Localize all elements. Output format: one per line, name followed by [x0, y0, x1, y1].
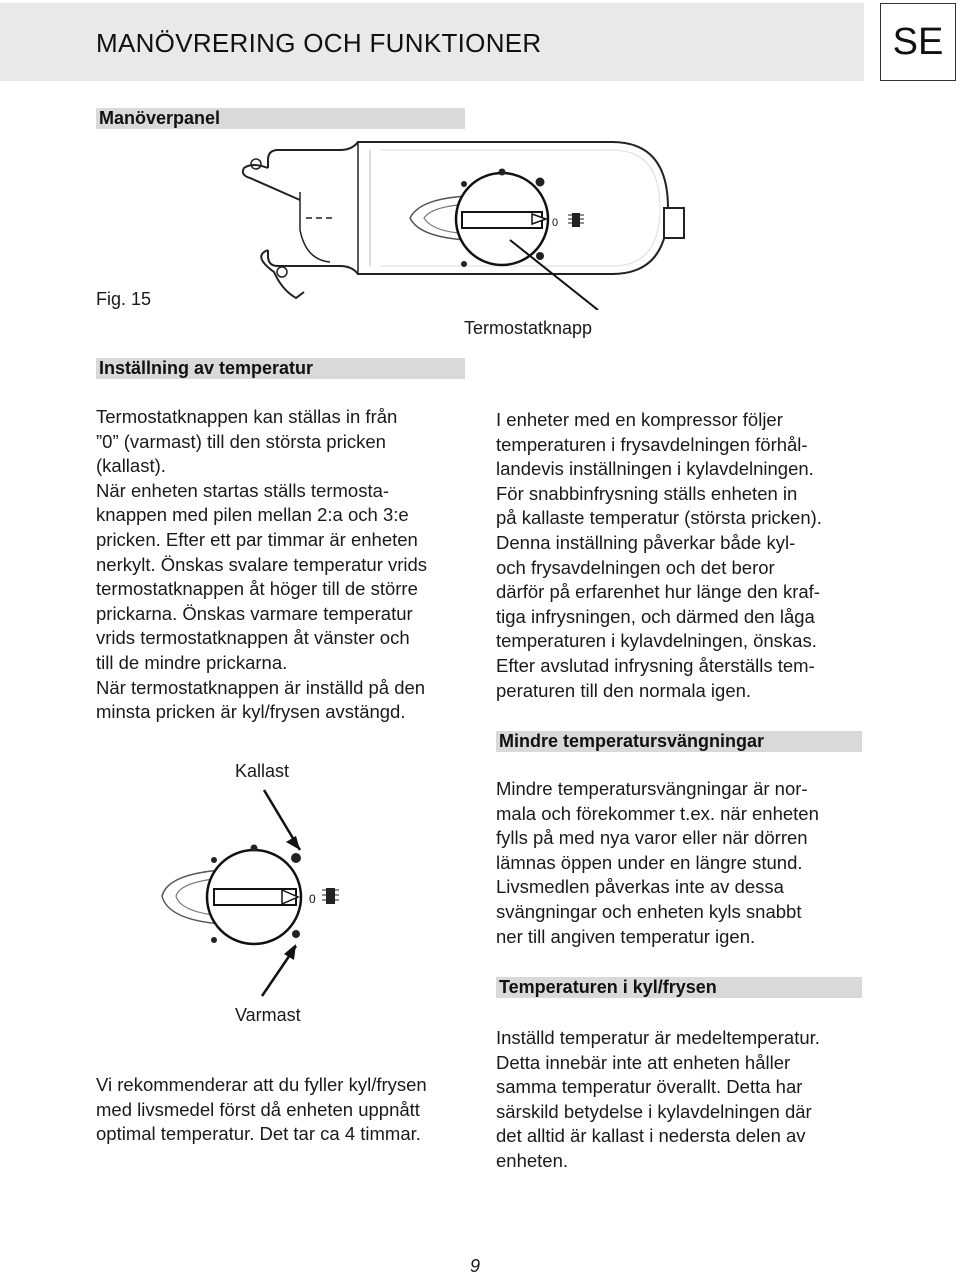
dot-icon: [536, 252, 544, 260]
recommendation-text: Vi rekommenderar att du fyller kyl/frysen med livsmedel först då enheten uppnått optimal temperatur. Det tar ca 4 timmar.: [96, 1074, 427, 1145]
warmest-label: Varmast: [235, 1005, 301, 1025]
dot-icon: [211, 937, 217, 943]
thermostat-dial-illustration: [150, 780, 350, 1000]
temperature-setting-text: Termostatknappen kan ställas in från ”0” (varmast) till den största pricken (kallast). När enheten startas ställs termosta- knappen med pilen mellan 2:a och 3:e pricken. Efter ett par timmar är enheten nerkylt. Önskas svalare temperatur vrids termostatknappen åt höger till de större prickarna. Önskas varmare temperatur vrids termostatknappen åt vänster och till de mindre prickarna. När termostatknappen är inställd på den minsta pricken är kyl/frysen avstängd.: [96, 406, 428, 723]
zero-mark: 0: [309, 892, 316, 906]
dot-icon: [211, 857, 217, 863]
section-heading-minor-fluctuations: Mindre temperatursvängningar: [496, 731, 862, 752]
control-panel-illustration: [230, 140, 700, 310]
fridge-temperature-text: Inställd temperatur är medeltemperatur. Detta innebär inte att enheten håller samma temperatur överallt. Detta har särskild betydelse i kylavdelningen där det alltid är kallast i nedersta delen av enheten.: [496, 1027, 820, 1171]
zero-mark: 0: [552, 217, 559, 229]
dot-icon: [461, 181, 467, 187]
section-heading-fridge-temperature: Temperaturen i kyl/frysen: [496, 977, 862, 998]
freezer-symbol-icon: [322, 888, 339, 904]
mount-hole-icon: [251, 159, 261, 169]
dot-icon: [291, 853, 301, 863]
dot-icon: [536, 178, 545, 187]
figure-label: Fig. 15: [96, 289, 152, 309]
language-badge: SE: [880, 3, 956, 81]
section-heading-control-panel: Manöverpanel: [96, 108, 465, 129]
page-title: MANÖVRERING OCH FUNKTIONER: [96, 28, 542, 58]
coldest-label: Kallast: [235, 761, 290, 781]
mount-hole-icon: [277, 267, 287, 277]
minor-fluctuations-text: Mindre temperatursvängningar är nor- mala och förekommer t.ex. när enheten fylls på med nya varor eller när dörren lämnas öppen under en längre stund. Livsmedlen påverkas inte av dessa svängningar och enheten kyls snabbt ner till angiven temperatur igen.: [496, 778, 819, 947]
thermostat-knob-callout: Termostatknapp: [464, 318, 593, 338]
compressor-text: I enheter med en kompressor följer temperaturen i frysavdelningen förhål- landevis inställningen i kylavdelningen. För snabbinfrysning ställs enheten in på kallaste temperatur (största pricken). Denna inställning påverkar både kyl- och frysavdelningen och det beror därför på erfarenhet hur länge den kraf- tiga infrysningen, och därmed den låga temperaturen i kylavdelningen, önskas. Efter avslutad infrysning återställs tem- peraturen till den normala igen.: [496, 409, 822, 701]
dot-icon: [292, 930, 300, 938]
dot-icon: [251, 845, 258, 852]
section-heading-temperature-setting: Inställning av temperatur: [96, 358, 465, 379]
dot-icon: [499, 169, 506, 176]
dot-icon: [461, 261, 467, 267]
page-number: 9: [470, 1256, 481, 1276]
